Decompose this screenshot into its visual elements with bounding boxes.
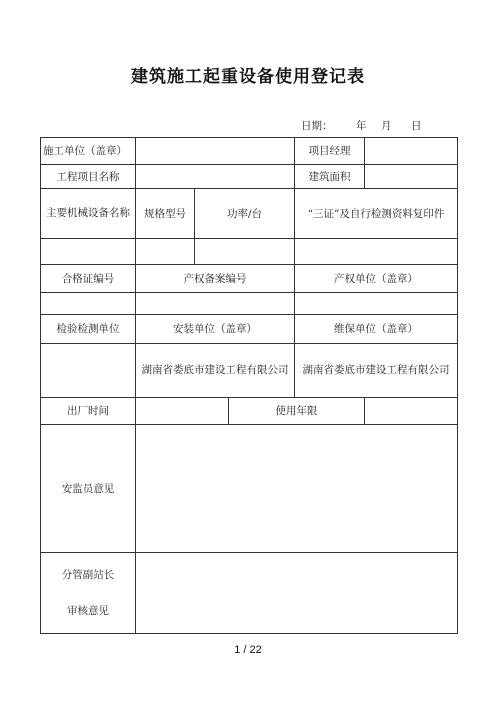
- property-unit-label: 产权单位（盖章）: [295, 265, 458, 293]
- review-opinion-label: 审核意见: [67, 605, 109, 617]
- date-year: 年: [356, 120, 367, 132]
- factory-date-value[interactable]: [136, 398, 229, 425]
- table-row: [41, 189, 458, 239]
- certificates-value[interactable]: [295, 239, 458, 265]
- table-row: [41, 138, 458, 165]
- property-record-label: 产权备案编号: [136, 265, 295, 293]
- date-day: 日: [411, 120, 422, 132]
- table-row: [41, 239, 458, 265]
- table-row: [41, 553, 458, 634]
- building-area-label: 建筑面积: [295, 165, 365, 189]
- table-row: [41, 315, 458, 344]
- service-life-value[interactable]: [365, 398, 458, 425]
- inspection-unit-label: 检验检测单位: [41, 315, 136, 344]
- spec-model-value[interactable]: [136, 239, 195, 265]
- install-unit-label: 安装单位（盖章）: [136, 315, 295, 344]
- power-units-value[interactable]: [195, 239, 295, 265]
- power-units-label: 功率/台: [195, 189, 295, 239]
- registration-table: [40, 137, 458, 634]
- cert-number-value[interactable]: [41, 293, 136, 315]
- main-equipment-label: 主要机械设备名称: [41, 189, 136, 239]
- date-line: [0, 118, 496, 132]
- safety-opinion-label: 安监员意见: [41, 425, 136, 553]
- table-row: [41, 398, 458, 425]
- safety-opinion-value[interactable]: [136, 425, 458, 553]
- install-company-value: 湖南省娄底市建设工程有限公司: [136, 344, 295, 398]
- equipment-name-value[interactable]: [41, 239, 136, 265]
- project-name-label: 工程项目名称: [41, 165, 136, 189]
- page-number: 1 / 22: [234, 644, 262, 656]
- deputy-head-label: 分管副站长: [61, 569, 115, 581]
- table-row: [41, 165, 458, 189]
- building-area-value[interactable]: [365, 165, 458, 189]
- date-label: 日期：: [301, 120, 333, 132]
- date-month: 月: [381, 120, 392, 132]
- deputy-review-label-cell: [41, 553, 136, 634]
- project-manager-value[interactable]: [365, 138, 458, 165]
- construction-unit-value[interactable]: [136, 138, 295, 165]
- maintenance-company-value: 湖南省娄底市建设工程有限公司: [295, 344, 458, 398]
- service-life-label: 使用年限: [229, 398, 365, 425]
- table-row: [41, 265, 458, 293]
- cert-number-label: 合格证编号: [41, 265, 136, 293]
- property-record-value[interactable]: [136, 293, 295, 315]
- form-title: 建筑施工起重设备使用登记表: [131, 67, 365, 87]
- maintenance-unit-label: 维保单位（盖章）: [295, 315, 458, 344]
- project-name-value[interactable]: [136, 165, 295, 189]
- inspection-unit-value[interactable]: [41, 344, 136, 398]
- factory-date-label: 出厂时间: [41, 398, 136, 425]
- construction-unit-label: 施工单位（盖章）: [41, 138, 136, 165]
- project-manager-label: 项目经理: [295, 138, 365, 165]
- table-row: [41, 425, 458, 553]
- property-unit-value[interactable]: [295, 293, 458, 315]
- table-row: [41, 344, 458, 398]
- spec-model-label: 规格型号: [136, 189, 195, 239]
- review-opinion-value[interactable]: [136, 553, 458, 634]
- table-row: [41, 293, 458, 315]
- certificates-label: “三证”及自行检测资料复印件: [295, 189, 458, 239]
